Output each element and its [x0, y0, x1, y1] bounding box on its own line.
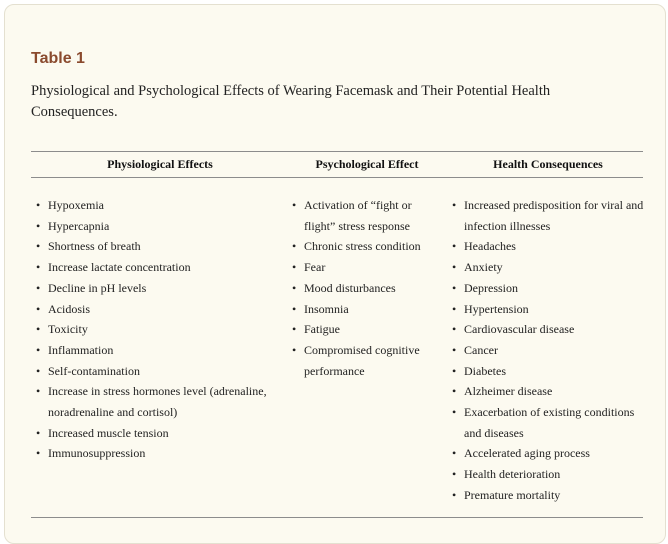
list-item: • Insomnia	[292, 299, 442, 320]
list-item: • Exacerbation of existing conditions and diseases	[452, 402, 644, 443]
column-header-health: Health Consequences	[493, 157, 603, 171]
list-item: • Cardiovascular disease	[452, 319, 644, 340]
list-item: • Decline in pH levels	[36, 278, 284, 299]
list-item: • Shortness of breath	[36, 236, 284, 257]
list-item: • Anxiety	[452, 257, 644, 278]
list-item: • Mood disturbances	[292, 278, 442, 299]
list-item: • Accelerated aging process	[452, 443, 644, 464]
list-item: • Cancer	[452, 340, 644, 361]
list-item: • Headaches	[452, 236, 644, 257]
physiological-effects-list	[36, 195, 284, 464]
header-bottom-rule	[31, 177, 643, 178]
table-bottom-rule	[31, 517, 643, 518]
list-item: • Activation of “fight or flight” stress response	[292, 195, 442, 236]
table-container	[4, 4, 666, 544]
table-caption: Physiological and Psychological Effects of Wearing Facemask and Their Potential Health Consequences.	[31, 83, 551, 120]
list-item: • Chronic stress condition	[292, 236, 442, 257]
list-item: • Hypercapnia	[36, 216, 284, 237]
column-header-physiological: Physiological Effects	[107, 157, 213, 171]
list-item: • Inflammation	[36, 340, 284, 361]
psychological-effects-list	[292, 195, 442, 381]
table-label: Table 1	[31, 50, 85, 67]
list-item: • Premature mortality	[452, 485, 644, 506]
list-item: • Immunosuppression	[36, 443, 284, 464]
list-item: • Increase in stress hormones level (adrenaline, noradrenaline and cortisol)	[36, 381, 284, 422]
column-header-psychological: Psychological Effect	[315, 157, 419, 171]
list-item: • Increased muscle tension	[36, 423, 284, 444]
list-item: • Health deterioration	[452, 464, 644, 485]
list-item: • Fatigue	[292, 319, 442, 340]
list-item: • Fear	[292, 257, 442, 278]
list-item: • Hypoxemia	[36, 195, 284, 216]
list-item: • Diabetes	[452, 361, 644, 382]
list-item: • Hypertension	[452, 299, 644, 320]
list-item: • Compromised cognitive performance	[292, 340, 442, 381]
list-item: • Alzheimer disease	[452, 381, 644, 402]
list-item: • Increased predisposition for viral and infection illnesses	[452, 195, 644, 236]
header-top-rule	[31, 151, 643, 152]
list-item: • Increase lactate concentration	[36, 257, 284, 278]
list-item: • Acidosis	[36, 299, 284, 320]
health-consequences-list	[452, 195, 644, 506]
list-item: • Toxicity	[36, 319, 284, 340]
list-item: • Self-contamination	[36, 361, 284, 382]
list-item: • Depression	[452, 278, 644, 299]
